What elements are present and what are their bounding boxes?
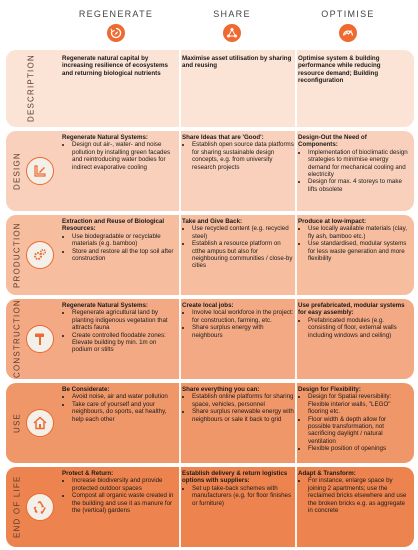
cell-regenerate <box>62 218 178 262</box>
cell-heading: Regenerate Natural Systems: <box>62 134 148 141</box>
bullet-list <box>298 317 408 339</box>
bullet-list <box>182 309 294 339</box>
column-optimise <box>288 0 408 42</box>
bullet-item: • Create controlled floodable zones: Elevate building by min. 1m on podium or stilts <box>72 332 178 354</box>
row-label: DESCRIPTION <box>26 54 36 123</box>
gears-icon <box>26 241 54 269</box>
cell-regenerate <box>62 302 178 354</box>
row-side <box>6 50 58 127</box>
column-header-bar <box>0 0 418 48</box>
row-side <box>6 299 58 379</box>
pencil-ruler-icon <box>26 157 54 185</box>
row-use <box>6 383 414 463</box>
hammer-icon <box>26 325 54 353</box>
row-description <box>6 50 414 127</box>
row-label: CONSTRUCTION <box>12 299 22 379</box>
house-icon <box>26 409 54 437</box>
bullet-list <box>182 141 294 171</box>
bullet-list <box>298 225 408 262</box>
cell-regenerate <box>62 386 178 423</box>
row-end-of-life <box>6 467 414 547</box>
column-divider <box>295 299 297 379</box>
column-divider <box>295 131 297 211</box>
bullet-item: • Compost all organic waste created in the building and use it as manure for the (vertical) gardens <box>72 492 178 514</box>
cell-optimise <box>298 134 408 193</box>
cell-heading: Protect & Return: <box>62 470 114 477</box>
cell-heading: Design for Flexibility: <box>298 386 361 393</box>
bullet-list <box>298 149 408 193</box>
cell-share <box>182 386 294 423</box>
bullet-list <box>62 141 178 171</box>
cell-heading: Extraction and Reuse of Biological Resources: <box>62 218 165 233</box>
cell-heading: Establish delivery & return logistics options with suppliers: <box>182 470 288 485</box>
cell-text: Optimise system & building performance while reducing resource demand; Building reconfiguration <box>298 55 381 85</box>
bullet-list <box>62 233 178 263</box>
row-construction <box>6 299 414 379</box>
recycle-icon <box>26 493 54 521</box>
bullet-item: • Share surplus energy with neighbours <box>192 324 294 339</box>
cell-optimise <box>298 470 408 514</box>
cell-optimise <box>298 55 408 85</box>
cell-text: Regenerate natural capital by increasing resilience of ecosystems and returning biological nutrients <box>62 55 168 77</box>
bullet-item: • Use standardised, modular systems for less waste generation and more flexibility <box>308 240 408 262</box>
recycle-leaf-icon <box>107 24 125 42</box>
cell-heading: Create local jobs: <box>182 302 234 309</box>
row-side <box>6 131 58 211</box>
bullet-list <box>182 485 294 507</box>
bullet-item: • Design for Spatial reversibility: Flexible interior walls, "LEGO" flooring etc. <box>308 393 408 415</box>
bullet-item: • Use biodegradable or recyclable materials (e.g. bamboo) <box>72 233 178 248</box>
bullet-item: • Regenerate agricultural land by planting indigenous vegetation that attracts fauna <box>72 309 178 331</box>
bullet-list <box>62 393 178 423</box>
cell-share <box>182 55 294 70</box>
column-divider <box>179 467 181 547</box>
cell-regenerate <box>62 134 178 171</box>
column-title: SHARE <box>213 9 251 19</box>
row-label: PRODUCTION <box>12 222 22 288</box>
bullet-item: • Establish online platforms for sharing space, vehicles, personnel <box>192 393 294 408</box>
row-side <box>6 383 58 463</box>
bullet-item: • Implementation of bioclimatic design strategies to minimise energy demand for mechanical cooling and electricity <box>308 149 408 179</box>
row-side <box>6 215 58 295</box>
row-label: DESIGN <box>12 152 22 190</box>
cell-heading: Share everything you can: <box>182 386 260 393</box>
cell-text: Maximise asset utilisation by sharing and reusing <box>182 55 292 70</box>
bullet-item: • Increase biodiversity and provide protected outdoor spaces <box>72 477 178 492</box>
bullet-item: • Floor width & depth allow for possible transformation, not sacrificing daylight / natural ventilation <box>308 416 408 446</box>
bullet-item: • For instance, enlarge space by joining 2 apartments; use the reclaimed bricks elsewhere and use the broken bricks e.g. as aggregate in concrete <box>308 477 408 514</box>
cell-heading: Take and Give Back: <box>182 218 243 225</box>
bullet-list <box>298 477 408 514</box>
cell-share <box>182 218 294 270</box>
cell-optimise <box>298 218 408 262</box>
bullet-item: • Take care of yourself and your neighbours, do sports, eat healthy, help each other <box>72 401 178 423</box>
column-title: REGENERATE <box>78 9 154 19</box>
bullet-item: • Use recycled content (e.g. recycled steel) <box>192 225 294 240</box>
bullet-item: • Involve local workforce in the project: for construction, farming, etc. <box>192 309 294 324</box>
bullet-item: • Design for max. 4 storeys to make lifts obsolete <box>308 178 408 193</box>
bullet-item: • Store and restore all the top soil after construction <box>72 248 178 263</box>
cell-share <box>182 134 294 171</box>
row-side <box>6 467 58 547</box>
share-network-icon <box>223 24 241 42</box>
cell-heading: Use prefabricated, modular systems for easy assembly: <box>298 302 405 317</box>
cell-optimise <box>298 386 408 453</box>
cell-regenerate <box>62 470 178 514</box>
bullet-item: • Design out air-, water- and noise pollution by installing green facades and reintroducing water bodies for indirect evaporative cooling <box>72 141 178 171</box>
column-regenerate <box>56 0 176 42</box>
bullet-item: • Avoid noise, air and water pollution <box>72 393 178 400</box>
bullet-list <box>298 393 408 452</box>
bullet-item: • Flexible position of openings <box>308 445 408 452</box>
bullet-item: • Share surplus renewable energy with neighbours or sale it back to grid <box>192 408 294 423</box>
bullet-item: • Use locally available materials (clay, fly ash, bamboo etc.) <box>308 225 408 240</box>
cell-share <box>182 302 294 339</box>
cell-heading: Adapt & Transform: <box>298 470 356 477</box>
cell-heading: Design-Out the Need of Components: <box>298 134 367 149</box>
bullet-list <box>62 309 178 353</box>
cell-heading: Share Ideas that are 'Good': <box>182 134 264 141</box>
cell-heading: Regenerate Natural Systems: <box>62 302 148 309</box>
cell-optimise <box>298 302 408 339</box>
row-label: USE <box>12 412 22 434</box>
column-divider <box>295 50 297 127</box>
column-title: OPTIMISE <box>321 9 375 19</box>
optimise-gauge-icon <box>339 24 357 42</box>
bullet-item: • Establish a resource platform on ctthe ampus but also for neighbouring communities / close-by cities <box>192 240 294 270</box>
bullet-list <box>182 225 294 269</box>
bullet-item: • Establish open source data platforms for sharing sustainable design concepts, e.g. from university research projects <box>192 141 294 171</box>
cell-heading: Produce at low-impact: <box>298 218 367 225</box>
bullet-list <box>182 393 294 423</box>
cell-share <box>182 470 294 507</box>
column-divider <box>179 50 181 127</box>
row-production <box>6 215 414 295</box>
row-design <box>6 131 414 211</box>
bullet-item: • Set up take-back schemes with manufacturers (e.g. for floor finishes or furniture) <box>192 485 294 507</box>
row-label: END OF LIFE <box>12 475 22 539</box>
cell-heading: Be Considerate: <box>62 386 110 393</box>
cell-regenerate <box>62 55 178 77</box>
column-share <box>172 0 292 42</box>
bullet-list <box>62 477 178 514</box>
bullet-item: • Prefabricated modules (e.g. consisting of floor, external walls including windows and ceiling) <box>308 317 408 339</box>
